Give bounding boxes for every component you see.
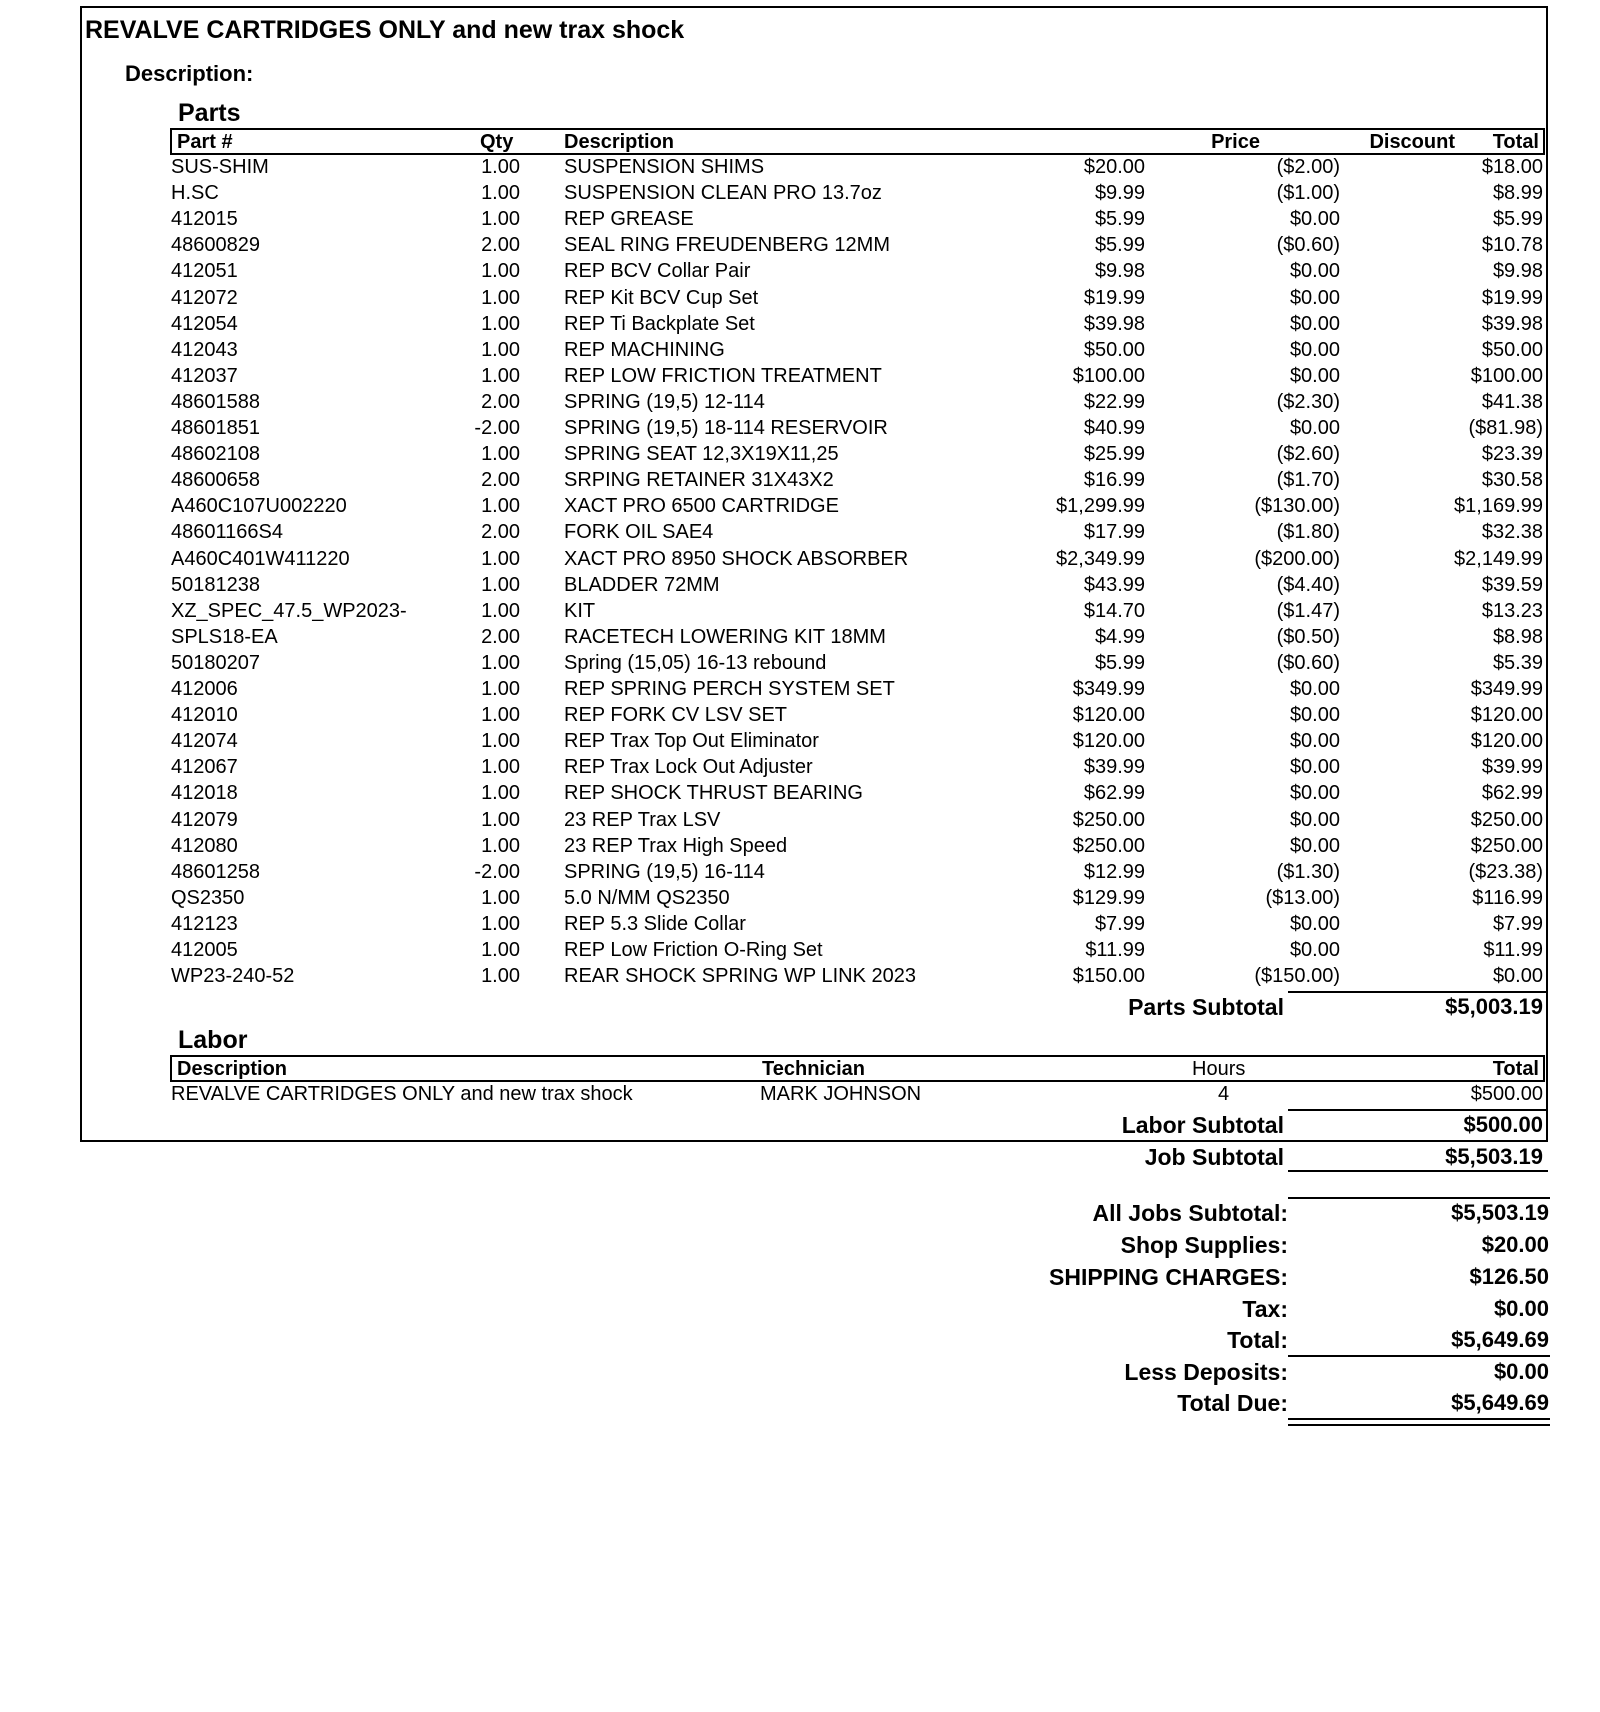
part-number: XZ_SPEC_47.5_WP2023- bbox=[171, 599, 407, 622]
line-total: $41.38 bbox=[1481, 390, 1543, 413]
total-due-rule-2 bbox=[1288, 1424, 1550, 1426]
part-number: 48602108 bbox=[171, 443, 260, 466]
discount: ($0.50) bbox=[1276, 625, 1340, 648]
summary-label: All Jobs Subtotal: bbox=[1092, 1200, 1288, 1226]
price: $25.99 bbox=[1083, 443, 1145, 466]
part-number: 48601166S4 bbox=[171, 521, 283, 544]
table-row bbox=[0, 834, 1600, 860]
part-description: REP MACHINING bbox=[564, 338, 725, 361]
discount: ($2.30) bbox=[1276, 390, 1340, 413]
qty: 1.00 bbox=[481, 260, 520, 283]
discount: ($1.80) bbox=[1276, 521, 1340, 544]
qty: 1.00 bbox=[481, 156, 520, 178]
labor-header-description: Description bbox=[177, 1058, 288, 1080]
discount: ($1.47) bbox=[1276, 599, 1340, 622]
summary-value: $126.50 bbox=[1469, 1264, 1549, 1289]
price: $14.70 bbox=[1083, 599, 1145, 622]
qty: 1.00 bbox=[481, 599, 520, 622]
header-price: Price bbox=[1211, 131, 1260, 153]
line-total: $0.00 bbox=[1492, 965, 1543, 988]
discount: $0.00 bbox=[1289, 756, 1340, 779]
table-row bbox=[0, 312, 1600, 338]
line-total: ($23.38) bbox=[1468, 860, 1543, 883]
labor-total: $500.00 bbox=[1470, 1083, 1543, 1105]
line-total: $13.23 bbox=[1481, 599, 1543, 622]
summary-value: $5,649.69 bbox=[1451, 1390, 1549, 1415]
part-number: A460C401W411220 bbox=[171, 547, 350, 570]
table-row bbox=[0, 677, 1600, 703]
part-description: BLADDER 72MM bbox=[564, 573, 720, 596]
qty: 2.00 bbox=[481, 469, 520, 492]
summary-value: $5,649.69 bbox=[1451, 1327, 1549, 1352]
discount: ($1.30) bbox=[1276, 860, 1340, 883]
part-description: SPRING (19,5) 12-114 bbox=[564, 390, 765, 413]
part-number: 412037 bbox=[171, 364, 238, 387]
part-number: SPLS18-EA bbox=[171, 625, 278, 648]
table-row bbox=[0, 573, 1600, 599]
labor-table-header bbox=[170, 1055, 1545, 1082]
qty: 1.00 bbox=[481, 286, 520, 309]
discount: $0.00 bbox=[1289, 704, 1340, 727]
description-label: Description: bbox=[125, 61, 254, 86]
price: $120.00 bbox=[1072, 730, 1145, 753]
part-description: REP SPRING PERCH SYSTEM SET bbox=[564, 678, 895, 700]
job-subtotal-label: Job Subtotal bbox=[1144, 1144, 1284, 1170]
part-description: REP Low Friction O-Ring Set bbox=[564, 939, 823, 961]
discount: $0.00 bbox=[1289, 808, 1340, 831]
line-total: $50.00 bbox=[1481, 338, 1543, 361]
price: $120.00 bbox=[1072, 704, 1145, 727]
table-row bbox=[0, 233, 1600, 259]
part-number: 412123 bbox=[171, 912, 238, 935]
line-total: $7.99 bbox=[1492, 912, 1543, 935]
part-number: SUS-SHIM bbox=[171, 156, 269, 178]
table-row bbox=[0, 494, 1600, 520]
discount: ($1.70) bbox=[1276, 469, 1340, 492]
part-number: 412018 bbox=[171, 782, 238, 805]
labor-subtotal-rule bbox=[1288, 1109, 1548, 1111]
discount: $0.00 bbox=[1289, 364, 1340, 387]
part-description: XACT PRO 6500 CARTRIDGE bbox=[564, 495, 839, 518]
part-number: 412015 bbox=[171, 208, 238, 231]
part-description: 23 REP Trax High Speed bbox=[564, 834, 788, 857]
parts-subtotal-value: $5,003.19 bbox=[1445, 994, 1543, 1019]
qty: 1.00 bbox=[481, 756, 520, 779]
summary-label: Total Due: bbox=[1177, 1390, 1288, 1416]
table-row bbox=[0, 625, 1600, 651]
price: $5.99 bbox=[1094, 651, 1145, 674]
qty: 1.00 bbox=[481, 808, 520, 831]
line-total: $39.99 bbox=[1481, 756, 1543, 779]
price: $43.99 bbox=[1083, 573, 1145, 596]
discount: $0.00 bbox=[1289, 208, 1340, 231]
part-description: REP Trax Top Out Eliminator bbox=[564, 730, 819, 753]
part-number: 412043 bbox=[171, 338, 238, 361]
labor-header-technician: Technician bbox=[762, 1058, 865, 1080]
discount: ($150.00) bbox=[1254, 965, 1340, 988]
table-row bbox=[0, 703, 1600, 729]
discount: $0.00 bbox=[1289, 286, 1340, 309]
qty: 2.00 bbox=[481, 234, 520, 257]
discount: $0.00 bbox=[1289, 678, 1340, 700]
qty: 2.00 bbox=[481, 390, 520, 413]
parts-subtotal-rule bbox=[1288, 991, 1548, 993]
summary-value: $20.00 bbox=[1481, 1232, 1549, 1257]
qty: 1.00 bbox=[481, 834, 520, 857]
part-number: 48601258 bbox=[171, 860, 260, 883]
line-total: $2,149.99 bbox=[1454, 547, 1543, 570]
qty: 1.00 bbox=[481, 704, 520, 727]
labor-subtotal-value: $500.00 bbox=[1463, 1112, 1543, 1137]
table-row bbox=[0, 912, 1600, 938]
parts-table-header bbox=[170, 128, 1545, 155]
qty: 1.00 bbox=[481, 782, 520, 805]
line-total: $120.00 bbox=[1470, 704, 1543, 727]
table-row bbox=[0, 286, 1600, 312]
table-row bbox=[0, 547, 1600, 573]
table-row bbox=[0, 781, 1600, 807]
discount: ($200.00) bbox=[1254, 547, 1340, 570]
part-description: REP FORK CV LSV SET bbox=[564, 704, 788, 727]
part-number: 48600658 bbox=[171, 469, 260, 492]
price: $16.99 bbox=[1083, 469, 1145, 492]
line-total: $8.98 bbox=[1492, 625, 1543, 648]
table-row bbox=[0, 468, 1600, 494]
parts-section-title: Parts bbox=[178, 99, 241, 127]
discount: $0.00 bbox=[1289, 939, 1340, 961]
part-number: 412067 bbox=[171, 756, 238, 779]
part-number: 412005 bbox=[171, 939, 238, 961]
summary-label: Shop Supplies: bbox=[1120, 1232, 1288, 1258]
summary-top-rule bbox=[1288, 1197, 1550, 1199]
labor-technician: MARK JOHNSON bbox=[760, 1083, 922, 1105]
line-total: $18.00 bbox=[1481, 156, 1543, 178]
part-description: SPRING SEAT 12,3X19X11,25 bbox=[564, 443, 839, 466]
qty: 1.00 bbox=[481, 573, 520, 596]
part-description: REP LOW FRICTION TREATMENT bbox=[564, 364, 882, 387]
price: $9.98 bbox=[1094, 260, 1145, 283]
table-row bbox=[0, 338, 1600, 364]
qty: 1.00 bbox=[481, 364, 520, 387]
table-row bbox=[0, 808, 1600, 834]
table-row bbox=[0, 181, 1600, 207]
line-total: $30.58 bbox=[1481, 469, 1543, 492]
discount: $0.00 bbox=[1289, 782, 1340, 805]
line-total: $9.98 bbox=[1492, 260, 1543, 283]
discount: $0.00 bbox=[1289, 260, 1340, 283]
table-row bbox=[0, 755, 1600, 781]
part-number: 48601851 bbox=[171, 417, 260, 439]
price: $20.00 bbox=[1083, 156, 1145, 178]
total-rule bbox=[1288, 1355, 1550, 1357]
price: $250.00 bbox=[1072, 808, 1145, 831]
qty: 1.00 bbox=[481, 651, 520, 674]
price: $129.99 bbox=[1072, 886, 1145, 909]
part-description: REP GREASE bbox=[564, 208, 694, 231]
part-description: REP 5.3 Slide Collar bbox=[564, 912, 746, 935]
table-row bbox=[0, 860, 1600, 886]
parts-subtotal-label: Parts Subtotal bbox=[1128, 994, 1284, 1020]
summary-label: Total: bbox=[1227, 1327, 1288, 1353]
part-number: 412054 bbox=[171, 312, 238, 335]
discount: $0.00 bbox=[1289, 312, 1340, 335]
qty: 1.00 bbox=[481, 495, 520, 518]
part-description: RACETECH LOWERING KIT 18MM bbox=[564, 625, 886, 648]
discount: ($4.40) bbox=[1276, 573, 1340, 596]
labor-header-hours: Hours bbox=[1192, 1058, 1246, 1080]
price: $1,299.99 bbox=[1056, 495, 1145, 518]
labor-row bbox=[0, 1082, 1600, 1108]
part-number: 412074 bbox=[171, 730, 238, 753]
price: $19.99 bbox=[1083, 286, 1145, 309]
labor-header-total: Total bbox=[1492, 1058, 1539, 1080]
qty: 1.00 bbox=[481, 182, 520, 205]
header-description: Description bbox=[564, 131, 675, 153]
discount: ($2.00) bbox=[1276, 156, 1340, 178]
header-qty: Qty bbox=[480, 131, 514, 153]
qty: 1.00 bbox=[481, 678, 520, 700]
line-total: $1,169.99 bbox=[1454, 495, 1543, 518]
table-row bbox=[0, 155, 1600, 181]
price: $9.99 bbox=[1094, 182, 1145, 205]
part-description: SUSPENSION SHIMS bbox=[564, 156, 765, 178]
qty: -2.00 bbox=[474, 417, 520, 439]
qty: 1.00 bbox=[481, 312, 520, 335]
summary-value: $0.00 bbox=[1493, 1296, 1549, 1321]
price: $250.00 bbox=[1072, 834, 1145, 857]
table-row bbox=[0, 442, 1600, 468]
part-number: 412079 bbox=[171, 808, 238, 831]
part-number: 412051 bbox=[171, 260, 238, 283]
price: $62.99 bbox=[1083, 782, 1145, 805]
header-total: Total bbox=[1492, 131, 1539, 153]
price: $11.99 bbox=[1085, 939, 1145, 961]
table-row bbox=[0, 599, 1600, 625]
line-total: $5.39 bbox=[1492, 651, 1543, 674]
price: $2,349.99 bbox=[1056, 547, 1145, 570]
qty: 2.00 bbox=[481, 521, 520, 544]
part-number: 48601588 bbox=[171, 390, 260, 413]
price: $7.99 bbox=[1094, 912, 1145, 935]
table-row bbox=[0, 964, 1600, 990]
header-part-number: Part # bbox=[177, 131, 233, 153]
price: $5.99 bbox=[1094, 208, 1145, 231]
table-row bbox=[0, 651, 1600, 677]
part-number: 50180207 bbox=[171, 651, 260, 674]
part-number: 412006 bbox=[171, 678, 238, 700]
part-description: REP BCV Collar Pair bbox=[564, 260, 751, 283]
discount: ($13.00) bbox=[1265, 886, 1340, 909]
price: $5.99 bbox=[1094, 234, 1145, 257]
line-total: $100.00 bbox=[1470, 364, 1543, 387]
part-description: REP Kit BCV Cup Set bbox=[564, 286, 759, 309]
part-description: FORK OIL SAE4 bbox=[564, 521, 714, 544]
header-discount: Discount bbox=[1369, 131, 1455, 153]
line-total: $8.99 bbox=[1492, 182, 1543, 205]
part-description: XACT PRO 8950 SHOCK ABSORBER bbox=[564, 547, 909, 570]
part-number: 50181238 bbox=[171, 573, 260, 596]
discount: ($1.00) bbox=[1276, 182, 1340, 205]
price: $39.98 bbox=[1083, 312, 1145, 335]
price: $40.99 bbox=[1083, 417, 1145, 439]
job-subtotal-rule bbox=[1288, 1170, 1548, 1172]
part-description: 23 REP Trax LSV bbox=[564, 808, 721, 831]
discount: $0.00 bbox=[1289, 730, 1340, 753]
table-row bbox=[0, 416, 1600, 442]
discount: $0.00 bbox=[1289, 417, 1340, 439]
qty: 1.00 bbox=[481, 912, 520, 935]
labor-description: REVALVE CARTRIDGES ONLY and new trax shock bbox=[171, 1083, 633, 1105]
discount: ($130.00) bbox=[1254, 495, 1340, 518]
line-total: $10.78 bbox=[1481, 234, 1543, 257]
line-total: $349.99 bbox=[1470, 678, 1543, 700]
part-number: 412080 bbox=[171, 834, 238, 857]
price: $50.00 bbox=[1083, 338, 1145, 361]
qty: 2.00 bbox=[481, 625, 520, 648]
job-title: REVALVE CARTRIDGES ONLY and new trax shock bbox=[85, 16, 685, 44]
line-total: $62.99 bbox=[1481, 782, 1543, 805]
total-due-rule-1 bbox=[1288, 1418, 1550, 1420]
part-number: WP23-240-52 bbox=[171, 965, 295, 988]
part-description: REP Trax Lock Out Adjuster bbox=[564, 756, 813, 779]
price: $17.99 bbox=[1083, 521, 1145, 544]
part-number: 48600829 bbox=[171, 234, 260, 257]
table-row bbox=[0, 259, 1600, 285]
part-number: 412010 bbox=[171, 704, 238, 727]
discount: $0.00 bbox=[1289, 912, 1340, 935]
table-row bbox=[0, 886, 1600, 912]
part-description: Spring (15,05) 16-13 rebound bbox=[564, 651, 827, 674]
line-total: ($81.98) bbox=[1468, 417, 1543, 439]
labor-subtotal-label: Labor Subtotal bbox=[1121, 1112, 1284, 1138]
part-description: REAR SHOCK SPRING WP LINK 2023 bbox=[564, 965, 916, 988]
table-row bbox=[0, 520, 1600, 546]
table-row bbox=[0, 938, 1600, 964]
discount: $0.00 bbox=[1289, 834, 1340, 857]
price: $12.99 bbox=[1083, 860, 1145, 883]
summary-label: Less Deposits: bbox=[1124, 1359, 1288, 1385]
price: $22.99 bbox=[1083, 390, 1145, 413]
part-description: SPRING (19,5) 16-114 bbox=[564, 860, 765, 883]
line-total: $250.00 bbox=[1470, 808, 1543, 831]
summary-value: $0.00 bbox=[1493, 1359, 1549, 1384]
part-description: 5.0 N/MM QS2350 bbox=[564, 886, 730, 909]
table-row bbox=[0, 390, 1600, 416]
qty: 1.00 bbox=[481, 886, 520, 909]
discount: ($0.60) bbox=[1276, 234, 1340, 257]
part-description: KIT bbox=[564, 599, 596, 622]
qty: 1.00 bbox=[481, 939, 520, 961]
table-row bbox=[0, 364, 1600, 390]
summary-label: Tax: bbox=[1242, 1296, 1288, 1322]
line-total: $116.99 bbox=[1472, 886, 1543, 909]
part-description: SPRING (19,5) 18-114 RESERVOIR bbox=[564, 417, 888, 439]
line-total: $250.00 bbox=[1470, 834, 1543, 857]
qty: 1.00 bbox=[481, 547, 520, 570]
price: $150.00 bbox=[1072, 965, 1145, 988]
part-number: QS2350 bbox=[171, 886, 245, 909]
qty: 1.00 bbox=[481, 965, 520, 988]
line-total: $19.99 bbox=[1481, 286, 1543, 309]
part-description: SEAL RING FREUDENBERG 12MM bbox=[564, 234, 890, 257]
qty: 1.00 bbox=[481, 443, 520, 466]
line-total: $23.39 bbox=[1481, 443, 1543, 466]
price: $349.99 bbox=[1072, 678, 1145, 700]
summary-value: $5,503.19 bbox=[1451, 1200, 1549, 1225]
part-description: SRPING RETAINER 31X43X2 bbox=[564, 469, 834, 492]
discount: ($0.60) bbox=[1276, 651, 1340, 674]
qty: 1.00 bbox=[481, 338, 520, 361]
labor-hours: 4 bbox=[1218, 1083, 1230, 1105]
part-description: REP Ti Backplate Set bbox=[564, 312, 755, 335]
price: $39.99 bbox=[1083, 756, 1145, 779]
discount: $0.00 bbox=[1289, 338, 1340, 361]
line-total: $39.59 bbox=[1481, 573, 1543, 596]
price: $100.00 bbox=[1072, 364, 1145, 387]
part-description: REP SHOCK THRUST BEARING bbox=[564, 782, 863, 805]
part-description: SUSPENSION CLEAN PRO 13.7oz bbox=[564, 182, 882, 205]
price: $4.99 bbox=[1094, 625, 1145, 648]
part-number: A460C107U002220 bbox=[171, 495, 347, 518]
part-number: 412072 bbox=[171, 286, 238, 309]
summary-label: SHIPPING CHARGES: bbox=[1049, 1264, 1288, 1290]
labor-section-title: Labor bbox=[178, 1026, 248, 1054]
qty: -2.00 bbox=[474, 860, 520, 883]
discount: ($2.60) bbox=[1276, 443, 1340, 466]
qty: 1.00 bbox=[481, 730, 520, 753]
table-row bbox=[0, 207, 1600, 233]
line-total: $32.38 bbox=[1481, 521, 1543, 544]
line-total: $39.98 bbox=[1481, 312, 1543, 335]
line-total: $120.00 bbox=[1470, 730, 1543, 753]
job-subtotal-value: $5,503.19 bbox=[1445, 1144, 1543, 1169]
qty: 1.00 bbox=[481, 208, 520, 231]
line-total: $5.99 bbox=[1492, 208, 1543, 231]
line-total: $11.99 bbox=[1483, 939, 1543, 961]
part-number: H.SC bbox=[171, 182, 219, 205]
table-row bbox=[0, 729, 1600, 755]
